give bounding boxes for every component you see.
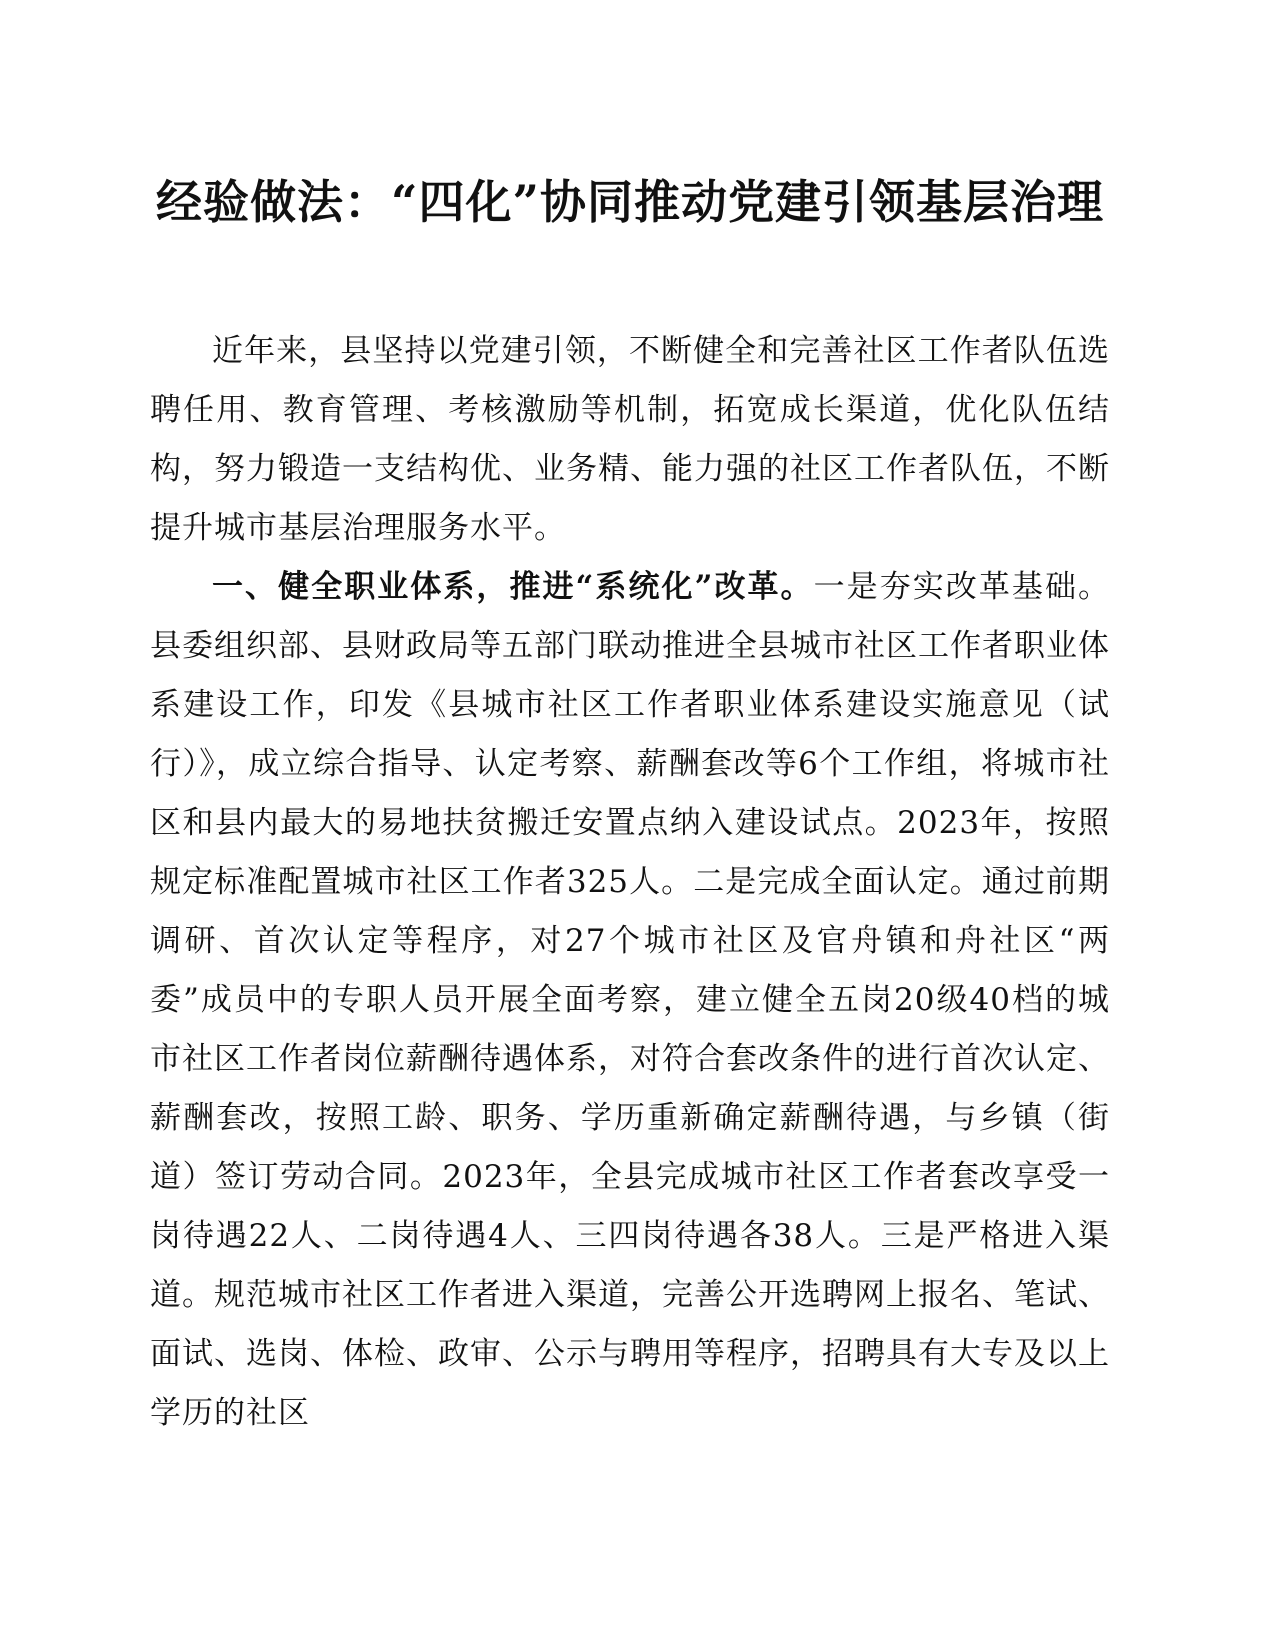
- document-title: 经验做法：“四化”协同推动党建引领基层治理: [156, 175, 1104, 229]
- section-one-paragraph: [150, 558, 1110, 1443]
- section-one-text: 一是夯实改革基础。县委组织部、县财政局等五部门联动推进全县城市社区工作者职业体系建设工作，印发《县城市社区工作者职业体系建设实施意见（试行）》，成立综合指导、认定考察、薪酬套改等6个工作组，将城市社区和县内最大的易地扶贫搬迁安置点纳入建设试点。2023年，按照规定标准配置城市社区工作者325人。二是完成全面认定。通过前期调研、首次认定等程序，对27个城市社区及官舟镇和舟社区“两委”成员中的专职人员开展全面考察，建立健全五岗20级40档的城市社区工作者岗位薪酬待遇体系，对符合套改条件的进行首次认定、薪酬套改，按照工龄、职务、学历重新确定薪酬待遇，与乡镇（街道）签订劳动合同。2023年，全县完成城市社区工作者套改享受一岗待遇22人、二岗待遇4人、三四岗待遇各38人。三是严格进入渠道。规范城市社区工作者进入渠道，完善公开选聘网上报名、笔试、面试、选岗、体检、政审、公示与聘用等程序，招聘具有大专及以上学历的社区: [150, 569, 1111, 1431]
- intro-paragraph-text: 近年来，县坚持以党建引领，不断健全和完善社区工作者队伍选聘任用、教育管理、考核激励等机制，拓宽成长渠道，优化队伍结构，努力锻造一支结构优、业务精、能力强的社区工作者队伍，不断提升城市基层治理服务水平。: [150, 333, 1110, 546]
- section-one-heading: 一、健全职业体系，推进“系统化”改革。: [212, 569, 814, 605]
- document-body: [150, 322, 1110, 1443]
- intro-paragraph: [150, 322, 1110, 558]
